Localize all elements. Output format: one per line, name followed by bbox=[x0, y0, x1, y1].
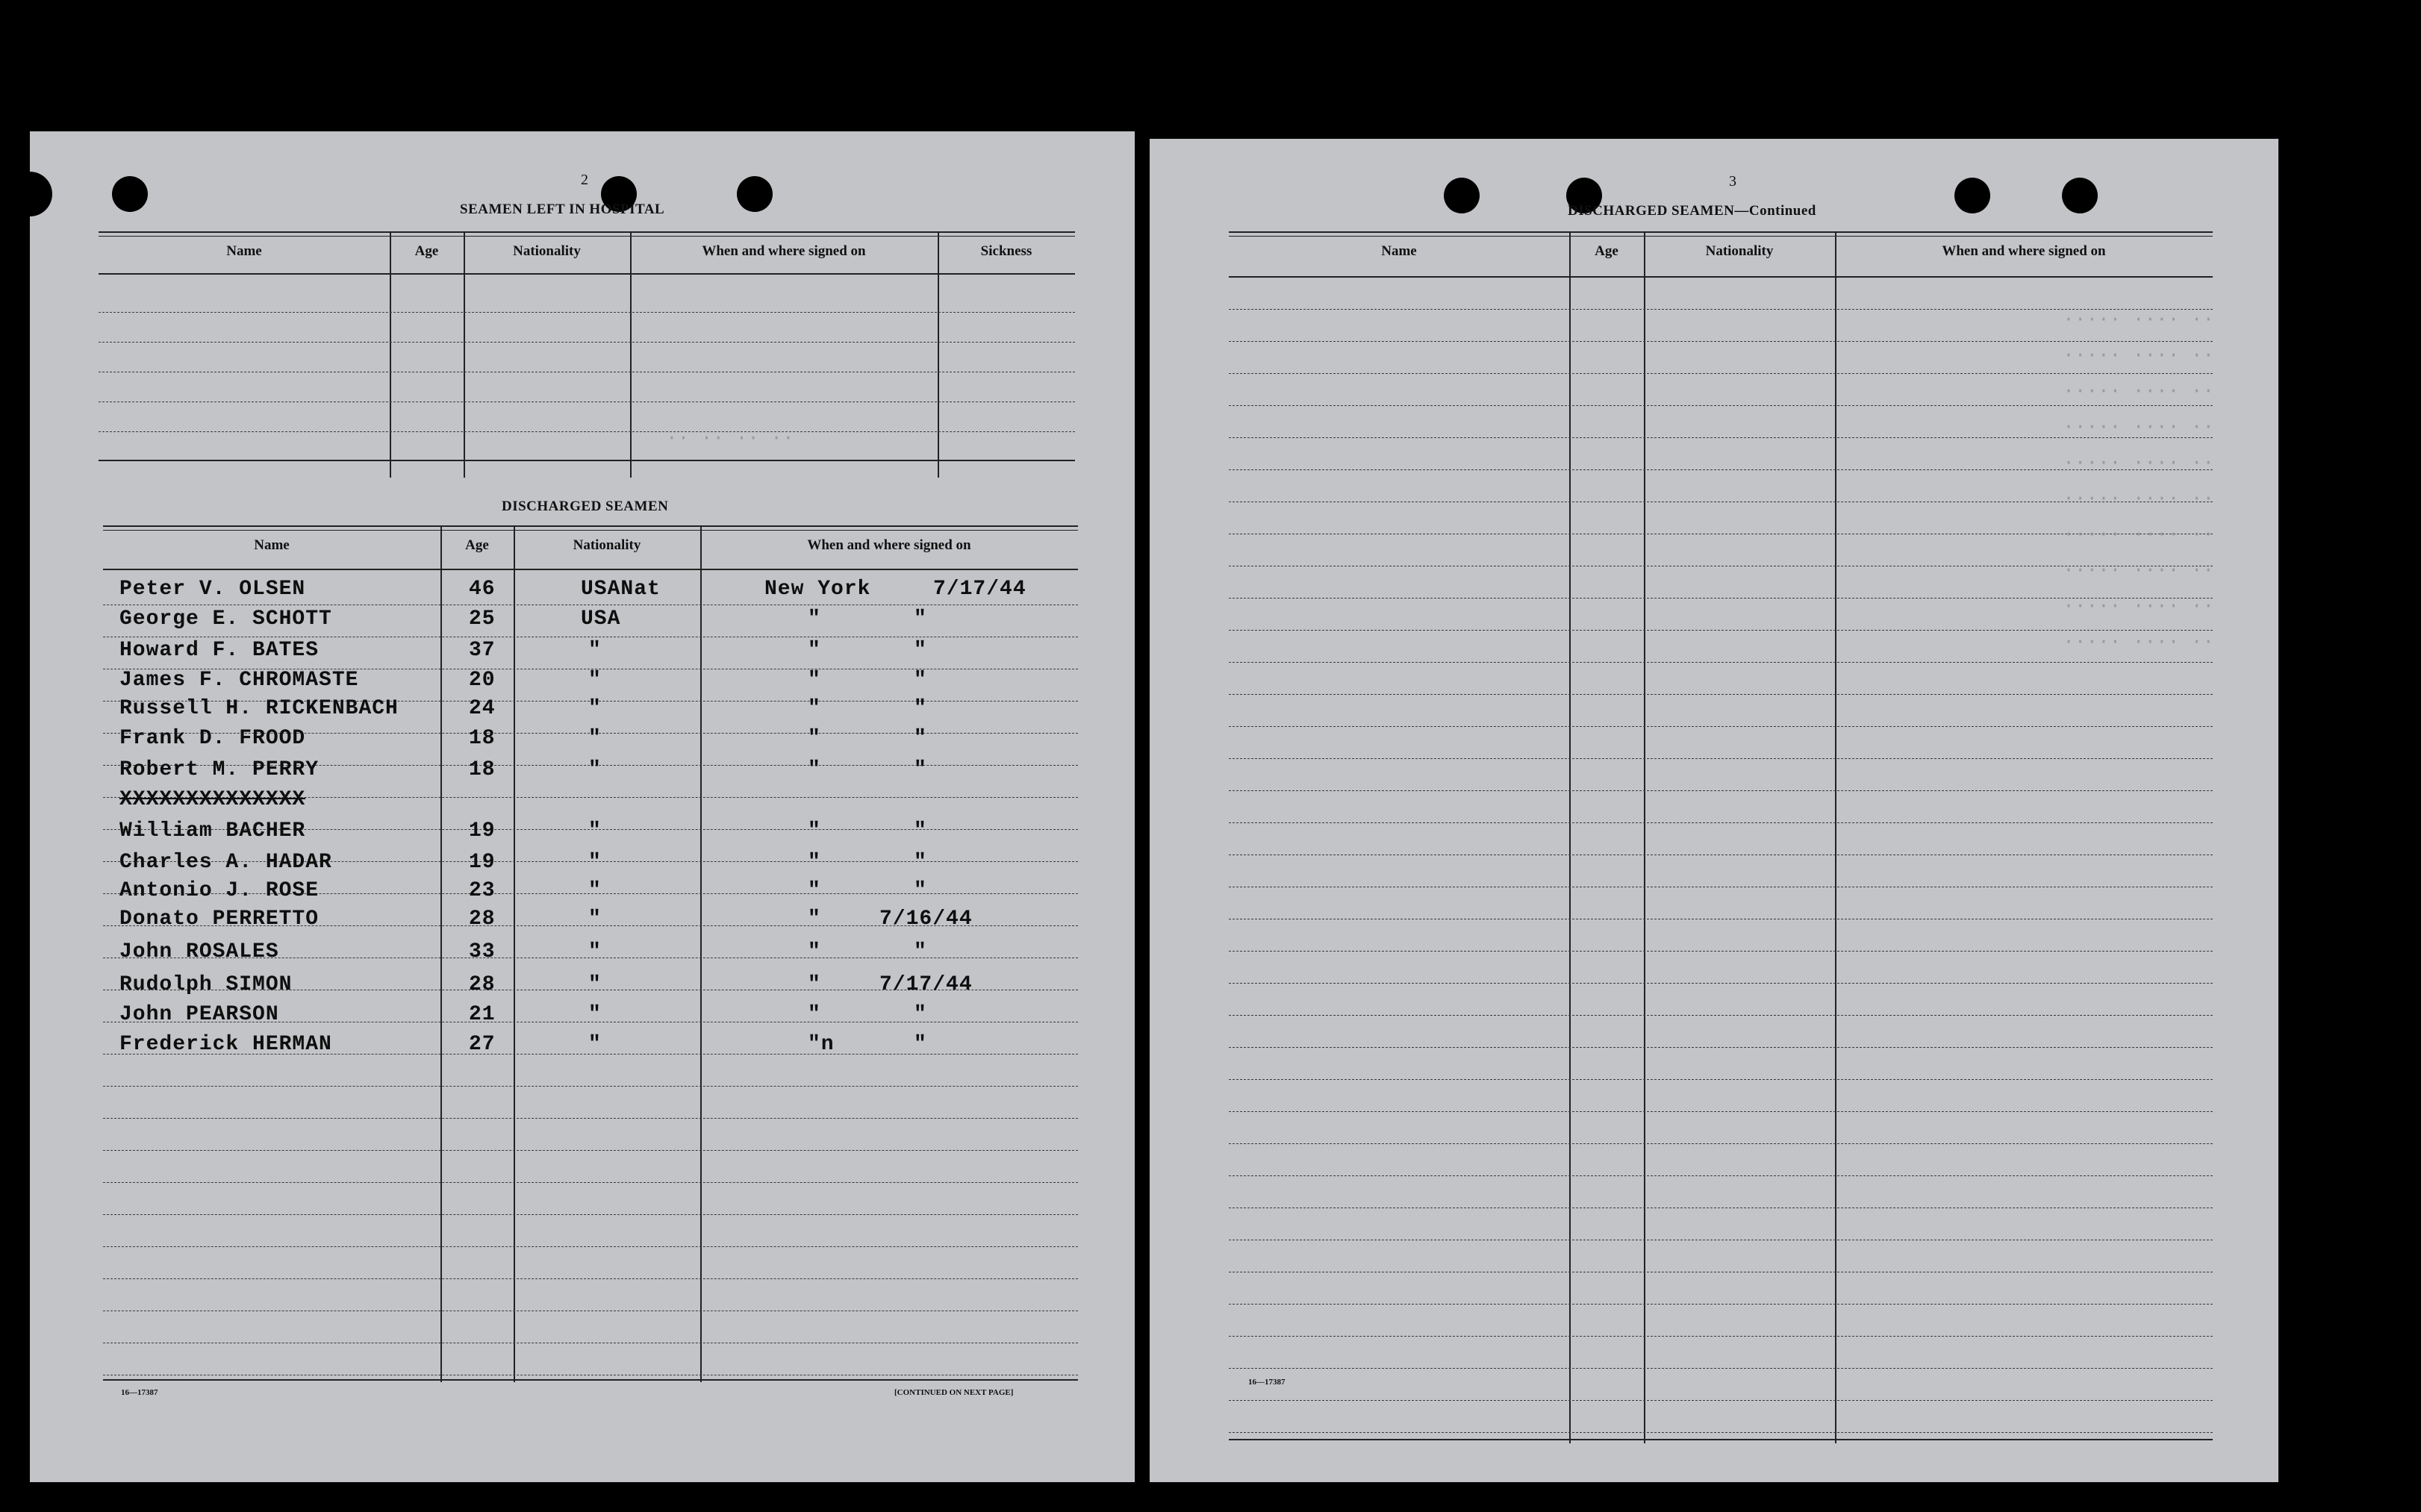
cell-age: 19 bbox=[469, 819, 496, 843]
col-age-header: Age bbox=[465, 537, 489, 553]
cell-nationality: " bbox=[588, 940, 602, 963]
cell-age: 46 bbox=[469, 578, 496, 601]
cell-where: " bbox=[808, 1003, 821, 1026]
cell-name: Robert M. PERRY bbox=[119, 758, 320, 781]
col-sickness-header: Sickness bbox=[980, 243, 1032, 259]
section-title bbox=[1568, 203, 1816, 219]
page-number: 3 bbox=[1729, 173, 1736, 190]
col-nationality-header: Nationality bbox=[573, 537, 641, 553]
cell-nationality: " bbox=[588, 1003, 602, 1026]
cell-nationality: USA bbox=[581, 607, 621, 631]
cell-age: 19 bbox=[469, 851, 496, 874]
punch-hole-icon bbox=[1954, 178, 1990, 213]
cell-date: " bbox=[914, 669, 927, 692]
cell-nationality: " bbox=[588, 973, 602, 996]
col-age-header: Age bbox=[414, 243, 439, 259]
punch-hole-icon bbox=[112, 176, 148, 212]
hospital-section-title: SEAMEN LEFT IN HOSPITAL bbox=[460, 202, 665, 217]
cell-where: " bbox=[808, 907, 821, 931]
cell-age: 18 bbox=[469, 727, 496, 750]
cell-age: 18 bbox=[469, 758, 496, 781]
discharged-continued-table bbox=[1229, 231, 2213, 1443]
cell-name: Howard F. BATES bbox=[119, 639, 320, 662]
cell-nationality: " bbox=[588, 907, 602, 931]
punch-hole-icon bbox=[1444, 178, 1480, 213]
cell-age: 21 bbox=[469, 1003, 496, 1026]
punch-hole-icon bbox=[2062, 178, 2098, 213]
cell-where: " bbox=[808, 607, 821, 631]
col-age-header: Age bbox=[1595, 243, 1618, 259]
cell-nationality: " bbox=[588, 879, 602, 902]
cell-name: James F. CHROMASTE bbox=[119, 669, 359, 692]
cell-where: " bbox=[808, 697, 821, 720]
cell-nationality: " bbox=[588, 1033, 602, 1056]
cell-age: 25 bbox=[469, 607, 496, 631]
cell-age: 33 bbox=[469, 940, 496, 963]
cell-where: "n bbox=[808, 1033, 835, 1056]
col-name-header: Name bbox=[254, 537, 290, 553]
cell-date: " bbox=[914, 819, 927, 843]
cell-name: Rudolph SIMON bbox=[119, 973, 293, 996]
cell-where: " bbox=[808, 669, 821, 692]
cell-where: " bbox=[808, 940, 821, 963]
cell-age: 28 bbox=[469, 907, 496, 931]
cell-date: " bbox=[914, 851, 927, 874]
discharged-table bbox=[103, 525, 1078, 1382]
cell-nationality: " bbox=[588, 851, 602, 874]
col-nationality-header: Nationality bbox=[1705, 243, 1774, 259]
cell-nationality: " bbox=[588, 819, 602, 843]
cell-name: John ROSALES bbox=[119, 940, 279, 963]
title-suffix: —Continued bbox=[1734, 203, 1816, 219]
cell-age: 37 bbox=[469, 639, 496, 662]
cell-date: " bbox=[914, 879, 927, 902]
right-page bbox=[1150, 139, 2278, 1482]
cell-nationality: " bbox=[588, 697, 602, 720]
cell-age: 20 bbox=[469, 669, 496, 692]
col-nationality-header: Nationality bbox=[513, 243, 581, 259]
continued-note: [CONTINUED ON NEXT PAGE] bbox=[894, 1388, 1014, 1397]
cell-date: " bbox=[914, 1033, 927, 1056]
cell-date: " bbox=[914, 697, 927, 720]
cell-name: Russell H. RICKENBACH bbox=[119, 697, 399, 720]
cell-date: 7/16/44 bbox=[879, 907, 973, 931]
cell-where: " bbox=[808, 973, 821, 996]
cell-where: " bbox=[808, 727, 821, 750]
cell-nationality: " bbox=[588, 727, 602, 750]
col-name-header: Name bbox=[226, 243, 262, 259]
cell-nationality: " bbox=[588, 758, 602, 781]
cell-date: " bbox=[914, 639, 927, 662]
bleed-through-text: ·· ···· ····· ·· ···· ····· ·· ···· ····· ·· ···· ····· ·· ···· ····· ·· ···· ····· ·· ···· ····· ·· ···· ····· ·· ···· ····· ·· ···· ····· bbox=[2063, 308, 2214, 653]
hospital-table bbox=[99, 231, 1075, 478]
punch-hole-icon bbox=[737, 176, 773, 212]
title-main: DISCHARGED SEAMEN bbox=[1568, 203, 1735, 219]
col-signed-on-header: When and where signed on bbox=[807, 537, 971, 553]
cell-age: 28 bbox=[469, 973, 496, 996]
col-signed-on-header: When and where signed on bbox=[1942, 243, 2106, 259]
page-number: 2 bbox=[581, 172, 588, 188]
cell-where: " bbox=[808, 851, 821, 874]
left-page bbox=[30, 131, 1135, 1482]
cell-date: " bbox=[914, 758, 927, 781]
cell-where: " bbox=[808, 639, 821, 662]
cell-name: John PEARSON bbox=[119, 1003, 279, 1026]
cell-name: XXXXXXXXXXXXXX bbox=[119, 788, 306, 811]
cell-date: " bbox=[914, 607, 927, 631]
discharged-section-title: DISCHARGED SEAMEN bbox=[502, 499, 669, 514]
cell-name: Peter V. OLSEN bbox=[119, 578, 306, 601]
cell-where: " bbox=[808, 819, 821, 843]
cell-where: New York bbox=[764, 578, 871, 601]
cell-name: Donato PERRETTO bbox=[119, 907, 320, 931]
col-signed-on-header: When and where signed on bbox=[702, 243, 866, 259]
cell-date: 7/17/44 bbox=[933, 578, 1026, 601]
cell-age: 27 bbox=[469, 1033, 496, 1056]
cell-name: Charles A. HADAR bbox=[119, 851, 332, 874]
cell-where: " bbox=[808, 758, 821, 781]
cell-age: 24 bbox=[469, 697, 496, 720]
col-name-header: Name bbox=[1381, 243, 1417, 259]
cell-age: 23 bbox=[469, 879, 496, 902]
cell-name: George E. SCHOTT bbox=[119, 607, 332, 631]
cell-date: " bbox=[914, 1003, 927, 1026]
cell-name: William BACHER bbox=[119, 819, 306, 843]
cell-date: 7/17/44 bbox=[879, 973, 973, 996]
cell-nationality: " bbox=[588, 639, 602, 662]
cell-date: " bbox=[914, 940, 927, 963]
bleed-through-text: ·· ·· ·· ·· bbox=[666, 427, 794, 449]
cell-nationality: USANat bbox=[581, 578, 661, 601]
cell-where: " bbox=[808, 879, 821, 902]
form-number: 16—17387 bbox=[1248, 1378, 1286, 1387]
punch-hole-icon bbox=[7, 172, 52, 216]
cell-date: " bbox=[914, 727, 927, 750]
form-number: 16—17387 bbox=[121, 1388, 158, 1397]
cell-nationality: " bbox=[588, 669, 602, 692]
cell-name: Antonio J. ROSE bbox=[119, 879, 320, 902]
cell-name: Frank D. FROOD bbox=[119, 727, 306, 750]
cell-name: Frederick HERMAN bbox=[119, 1033, 332, 1056]
